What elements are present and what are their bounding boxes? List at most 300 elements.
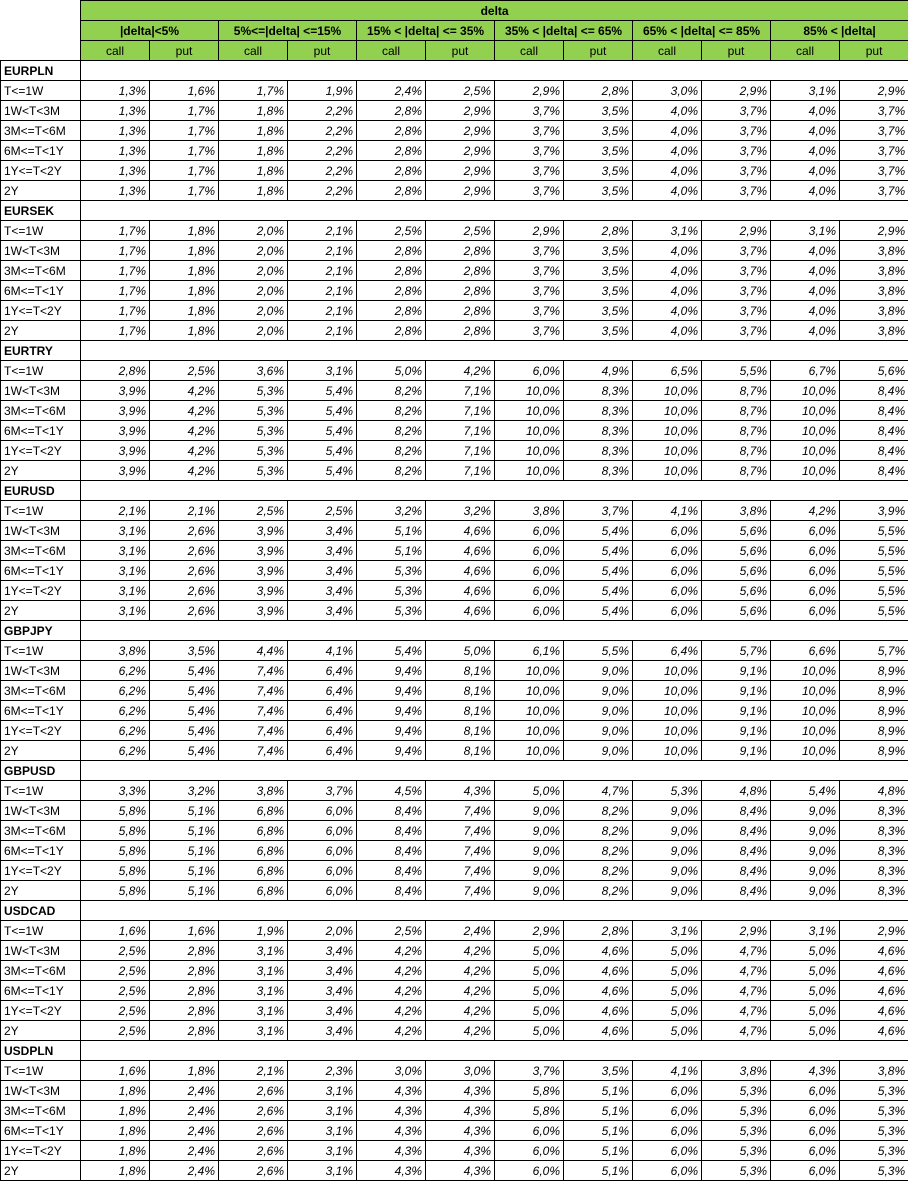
- call-value-cell: 5,0%: [495, 981, 564, 1001]
- put-value-cell: 2,2%: [288, 181, 357, 201]
- put-value-cell: 2,5%: [426, 81, 495, 101]
- put-value-cell: 4,3%: [426, 1161, 495, 1181]
- put-value-cell: 5,5%: [564, 641, 633, 661]
- section-spacer: [81, 761, 908, 781]
- put-value-cell: 3,8%: [702, 1061, 771, 1081]
- put-value-cell: 4,6%: [840, 1021, 908, 1041]
- call-value-cell: 2,0%: [219, 241, 288, 261]
- call-value-cell: 3,7%: [495, 161, 564, 181]
- call-value-cell: 1,3%: [81, 161, 150, 181]
- put-value-cell: 4,3%: [426, 1081, 495, 1101]
- call-value-cell: 2,9%: [495, 221, 564, 241]
- call-value-cell: 8,4%: [357, 841, 426, 861]
- call-value-cell: 6,8%: [219, 861, 288, 881]
- call-value-cell: 9,4%: [357, 681, 426, 701]
- tenor-label: 1Y<=T<2Y: [1, 861, 81, 881]
- call-value-cell: 6,0%: [633, 561, 702, 581]
- call-value-cell: 6,0%: [771, 581, 840, 601]
- tenor-label: 1W<T<3M: [1, 941, 81, 961]
- call-value-cell: 8,2%: [357, 461, 426, 481]
- put-value-cell: 4,6%: [840, 961, 908, 981]
- put-value-cell: 2,8%: [564, 81, 633, 101]
- call-value-cell: 6,8%: [219, 821, 288, 841]
- call-value-cell: 6,2%: [81, 721, 150, 741]
- call-value-cell: 4,2%: [357, 941, 426, 961]
- call-value-cell: 4,0%: [633, 281, 702, 301]
- call-value-cell: 5,8%: [81, 821, 150, 841]
- currency-pair-label: GBPUSD: [1, 761, 81, 781]
- put-value-cell: 4,8%: [702, 781, 771, 801]
- put-value-cell: 1,8%: [150, 321, 219, 341]
- put-value-cell: 3,5%: [564, 141, 633, 161]
- call-value-cell: 1,7%: [81, 321, 150, 341]
- put-value-cell: 2,4%: [426, 921, 495, 941]
- section-spacer: [81, 61, 908, 81]
- call-value-cell: 2,8%: [357, 121, 426, 141]
- table-row: [1, 941, 908, 961]
- call-value-cell: 10,0%: [771, 401, 840, 421]
- put-value-cell: 4,6%: [426, 581, 495, 601]
- call-value-cell: 9,4%: [357, 661, 426, 681]
- call-value-cell: 10,0%: [771, 701, 840, 721]
- call-value-cell: 6,0%: [771, 601, 840, 621]
- tenor-label: T<=1W: [1, 641, 81, 661]
- table-row: [1, 501, 908, 521]
- put-value-cell: 5,3%: [840, 1081, 908, 1101]
- put-value-cell: 7,4%: [426, 841, 495, 861]
- put-value-cell: 8,1%: [426, 661, 495, 681]
- call-value-cell: 10,0%: [771, 381, 840, 401]
- put-value-cell: 5,7%: [840, 641, 908, 661]
- call-value-cell: 2,6%: [219, 1101, 288, 1121]
- put-value-cell: 3,8%: [702, 501, 771, 521]
- section-spacer: [81, 901, 908, 921]
- call-value-cell: 6,6%: [771, 641, 840, 661]
- call-value-cell: 2,5%: [81, 1021, 150, 1041]
- put-value-cell: 4,6%: [426, 541, 495, 561]
- put-value-cell: 3,9%: [840, 501, 908, 521]
- corner-cell: [1, 1, 81, 61]
- call-value-cell: 2,0%: [219, 321, 288, 341]
- put-value-cell: 1,8%: [150, 241, 219, 261]
- put-value-cell: 8,4%: [702, 801, 771, 821]
- call-value-cell: 5,0%: [771, 981, 840, 1001]
- call-value-cell: 8,4%: [357, 801, 426, 821]
- table-row: [1, 1121, 908, 1141]
- section-header-row: [1, 341, 908, 361]
- put-value-cell: 2,9%: [426, 141, 495, 161]
- tenor-label: 6M<=T<1Y: [1, 141, 81, 161]
- put-value-cell: 2,8%: [150, 961, 219, 981]
- call-value-cell: 3,9%: [219, 521, 288, 541]
- table-row: [1, 801, 908, 821]
- tenor-label: T<=1W: [1, 1061, 81, 1081]
- table-row: [1, 681, 908, 701]
- put-value-cell: 1,7%: [150, 121, 219, 141]
- call-value-cell: 2,5%: [81, 1001, 150, 1021]
- put-value-cell: 5,4%: [150, 721, 219, 741]
- call-value-cell: 4,0%: [771, 281, 840, 301]
- put-value-cell: 3,7%: [840, 101, 908, 121]
- call-value-cell: 4,0%: [633, 301, 702, 321]
- put-value-cell: 4,6%: [426, 521, 495, 541]
- tenor-label: 3M<=T<6M: [1, 1101, 81, 1121]
- put-value-cell: 5,6%: [702, 581, 771, 601]
- put-value-cell: 5,6%: [702, 521, 771, 541]
- call-value-cell: 1,9%: [219, 921, 288, 941]
- call-value-cell: 5,0%: [495, 1001, 564, 1021]
- put-value-cell: 3,1%: [288, 1121, 357, 1141]
- put-value-cell: 9,1%: [702, 701, 771, 721]
- put-value-cell: 7,4%: [426, 881, 495, 901]
- put-value-cell: 4,6%: [840, 1001, 908, 1021]
- call-value-cell: 2,8%: [357, 161, 426, 181]
- call-value-cell: 5,0%: [771, 1001, 840, 1021]
- table-row: [1, 101, 908, 121]
- call-value-cell: 2,6%: [219, 1161, 288, 1181]
- call-value-cell: 8,4%: [357, 861, 426, 881]
- put-value-cell: 2,5%: [288, 501, 357, 521]
- table-row: [1, 541, 908, 561]
- put-header: put: [288, 41, 357, 61]
- put-value-cell: 2,4%: [150, 1161, 219, 1181]
- call-value-cell: 3,7%: [495, 301, 564, 321]
- put-value-cell: 3,1%: [288, 361, 357, 381]
- section-spacer: [81, 341, 908, 361]
- put-value-cell: 2,1%: [150, 501, 219, 521]
- call-value-cell: 3,9%: [81, 421, 150, 441]
- call-value-cell: 1,8%: [219, 141, 288, 161]
- call-value-cell: 9,4%: [357, 741, 426, 761]
- call-value-cell: 6,0%: [771, 1101, 840, 1121]
- call-value-cell: 6,0%: [495, 541, 564, 561]
- table-row: [1, 1141, 908, 1161]
- put-value-cell: 5,4%: [288, 401, 357, 421]
- call-value-cell: 3,9%: [81, 401, 150, 421]
- put-value-cell: 2,3%: [288, 1061, 357, 1081]
- call-value-cell: 4,3%: [357, 1121, 426, 1141]
- call-value-cell: 5,8%: [495, 1081, 564, 1101]
- currency-pair-label: EURTRY: [1, 341, 81, 361]
- call-value-cell: 6,0%: [633, 1141, 702, 1161]
- call-value-cell: 10,0%: [633, 741, 702, 761]
- table-row: [1, 701, 908, 721]
- table-row: [1, 981, 908, 1001]
- put-value-cell: 4,2%: [150, 421, 219, 441]
- put-value-cell: 2,9%: [840, 81, 908, 101]
- call-value-cell: 3,9%: [81, 461, 150, 481]
- call-value-cell: 10,0%: [633, 461, 702, 481]
- put-value-cell: 2,8%: [426, 241, 495, 261]
- put-header: put: [426, 41, 495, 61]
- put-value-cell: 2,4%: [150, 1081, 219, 1101]
- call-value-cell: 5,3%: [219, 401, 288, 421]
- put-value-cell: 3,5%: [564, 241, 633, 261]
- put-value-cell: 2,8%: [150, 941, 219, 961]
- table-row: [1, 721, 908, 741]
- put-value-cell: 6,4%: [288, 701, 357, 721]
- put-value-cell: 8,3%: [564, 461, 633, 481]
- call-value-cell: 6,2%: [81, 661, 150, 681]
- bucket-header: 15% < |delta| <= 35%: [357, 21, 495, 41]
- call-value-cell: 2,0%: [219, 281, 288, 301]
- tenor-label: 1Y<=T<2Y: [1, 721, 81, 741]
- call-value-cell: 4,3%: [357, 1141, 426, 1161]
- call-value-cell: 6,2%: [81, 741, 150, 761]
- put-value-cell: 3,5%: [564, 261, 633, 281]
- put-value-cell: 3,5%: [564, 181, 633, 201]
- tenor-label: 2Y: [1, 181, 81, 201]
- put-value-cell: 8,7%: [702, 381, 771, 401]
- put-value-cell: 2,9%: [426, 101, 495, 121]
- put-value-cell: 8,9%: [840, 661, 908, 681]
- put-value-cell: 8,4%: [840, 441, 908, 461]
- put-value-cell: 8,2%: [564, 841, 633, 861]
- put-value-cell: 4,6%: [564, 1021, 633, 1041]
- call-value-cell: 5,0%: [495, 961, 564, 981]
- call-value-cell: 6,0%: [633, 601, 702, 621]
- put-value-cell: 8,2%: [564, 861, 633, 881]
- tenor-label: 1W<T<3M: [1, 801, 81, 821]
- put-value-cell: 7,1%: [426, 401, 495, 421]
- tenor-label: 3M<=T<6M: [1, 681, 81, 701]
- put-header: put: [150, 41, 219, 61]
- put-value-cell: 3,7%: [702, 101, 771, 121]
- put-value-cell: 4,2%: [150, 461, 219, 481]
- put-value-cell: 2,4%: [150, 1141, 219, 1161]
- call-value-cell: 3,8%: [81, 641, 150, 661]
- call-value-cell: 9,0%: [633, 801, 702, 821]
- put-value-cell: 2,2%: [288, 121, 357, 141]
- put-value-cell: 5,1%: [564, 1081, 633, 1101]
- call-value-cell: 6,0%: [633, 521, 702, 541]
- call-value-cell: 3,1%: [81, 541, 150, 561]
- section-header-row: [1, 481, 908, 501]
- call-value-cell: 4,0%: [771, 301, 840, 321]
- put-value-cell: 2,8%: [564, 221, 633, 241]
- tenor-label: 3M<=T<6M: [1, 401, 81, 421]
- tenor-label: T<=1W: [1, 921, 81, 941]
- put-value-cell: 2,8%: [150, 981, 219, 1001]
- call-value-cell: 2,8%: [357, 241, 426, 261]
- call-value-cell: 5,4%: [771, 781, 840, 801]
- put-value-cell: 3,7%: [702, 241, 771, 261]
- call-value-cell: 1,7%: [81, 241, 150, 261]
- call-value-cell: 4,0%: [771, 181, 840, 201]
- put-value-cell: 9,0%: [564, 721, 633, 741]
- call-value-cell: 5,0%: [771, 1021, 840, 1041]
- put-value-cell: 8,7%: [702, 461, 771, 481]
- put-value-cell: 3,5%: [150, 641, 219, 661]
- put-value-cell: 5,4%: [150, 661, 219, 681]
- call-value-cell: 4,1%: [633, 501, 702, 521]
- call-value-cell: 9,0%: [633, 881, 702, 901]
- section-header-row: [1, 61, 908, 81]
- put-value-cell: 3,5%: [564, 121, 633, 141]
- tenor-label: 2Y: [1, 1161, 81, 1181]
- bucket-header: |delta|<5%: [81, 21, 219, 41]
- call-value-cell: 5,1%: [357, 521, 426, 541]
- put-value-cell: 5,3%: [702, 1081, 771, 1101]
- put-value-cell: 3,4%: [288, 541, 357, 561]
- table-row: [1, 121, 908, 141]
- call-value-cell: 2,9%: [495, 921, 564, 941]
- call-value-cell: 3,1%: [219, 981, 288, 1001]
- put-value-cell: 4,7%: [564, 781, 633, 801]
- call-value-cell: 3,8%: [495, 501, 564, 521]
- call-value-cell: 4,0%: [633, 181, 702, 201]
- put-value-cell: 3,4%: [288, 1001, 357, 1021]
- call-value-cell: 5,8%: [81, 801, 150, 821]
- put-value-cell: 3,7%: [702, 161, 771, 181]
- call-value-cell: 1,6%: [81, 921, 150, 941]
- put-value-cell: 4,2%: [426, 1001, 495, 1021]
- put-value-cell: 4,8%: [840, 781, 908, 801]
- call-value-cell: 7,4%: [219, 681, 288, 701]
- tenor-label: 1Y<=T<2Y: [1, 581, 81, 601]
- call-value-cell: 8,2%: [357, 381, 426, 401]
- put-value-cell: 4,2%: [426, 941, 495, 961]
- table-row: [1, 1061, 908, 1081]
- call-value-cell: 4,0%: [771, 101, 840, 121]
- put-value-cell: 3,4%: [288, 561, 357, 581]
- call-value-cell: 2,5%: [357, 921, 426, 941]
- put-value-cell: 7,4%: [426, 821, 495, 841]
- tenor-label: 1W<T<3M: [1, 521, 81, 541]
- call-value-cell: 3,1%: [81, 561, 150, 581]
- put-value-cell: 4,7%: [702, 1001, 771, 1021]
- put-value-cell: 6,0%: [288, 881, 357, 901]
- call-header: call: [357, 41, 426, 61]
- call-value-cell: 10,0%: [633, 421, 702, 441]
- put-value-cell: 8,1%: [426, 701, 495, 721]
- put-value-cell: 5,5%: [840, 601, 908, 621]
- currency-pair-label: USDPLN: [1, 1041, 81, 1061]
- bucket-header: 35% < |delta| <= 65%: [495, 21, 633, 41]
- call-value-cell: 3,1%: [219, 941, 288, 961]
- call-value-cell: 4,2%: [357, 1021, 426, 1041]
- put-value-cell: 4,6%: [564, 961, 633, 981]
- call-value-cell: 5,8%: [81, 881, 150, 901]
- put-value-cell: 3,7%: [840, 121, 908, 141]
- currency-pair-label: EURSEK: [1, 201, 81, 221]
- call-value-cell: 2,5%: [357, 221, 426, 241]
- call-value-cell: 2,5%: [81, 961, 150, 981]
- put-value-cell: 3,8%: [840, 321, 908, 341]
- call-value-cell: 9,0%: [495, 821, 564, 841]
- put-value-cell: 8,9%: [840, 681, 908, 701]
- call-value-cell: 3,1%: [81, 521, 150, 541]
- call-value-cell: 4,0%: [771, 161, 840, 181]
- put-value-cell: 3,4%: [288, 941, 357, 961]
- call-value-cell: 3,9%: [219, 581, 288, 601]
- put-value-cell: 8,4%: [702, 821, 771, 841]
- put-value-cell: 3,4%: [288, 581, 357, 601]
- call-value-cell: 5,0%: [633, 1001, 702, 1021]
- call-header: call: [219, 41, 288, 61]
- put-value-cell: 2,0%: [288, 921, 357, 941]
- put-value-cell: 9,1%: [702, 661, 771, 681]
- tenor-label: 6M<=T<1Y: [1, 981, 81, 1001]
- put-value-cell: 3,5%: [564, 301, 633, 321]
- put-value-cell: 5,6%: [702, 541, 771, 561]
- put-value-cell: 2,8%: [426, 321, 495, 341]
- call-value-cell: 3,1%: [81, 601, 150, 621]
- put-value-cell: 9,0%: [564, 661, 633, 681]
- put-value-cell: 6,4%: [288, 721, 357, 741]
- put-value-cell: 2,2%: [288, 101, 357, 121]
- call-value-cell: 5,0%: [357, 361, 426, 381]
- call-value-cell: 1,8%: [219, 181, 288, 201]
- tenor-label: 6M<=T<1Y: [1, 561, 81, 581]
- put-value-cell: 2,6%: [150, 561, 219, 581]
- call-value-cell: 5,0%: [771, 961, 840, 981]
- put-value-cell: 2,8%: [426, 301, 495, 321]
- put-value-cell: 9,0%: [564, 681, 633, 701]
- tenor-label: T<=1W: [1, 81, 81, 101]
- call-value-cell: 3,7%: [495, 121, 564, 141]
- put-value-cell: 3,1%: [288, 1161, 357, 1181]
- put-value-cell: 2,2%: [288, 161, 357, 181]
- put-value-cell: 5,5%: [840, 521, 908, 541]
- table-row: [1, 961, 908, 981]
- put-value-cell: 3,4%: [288, 1021, 357, 1041]
- section-header-row: [1, 901, 908, 921]
- call-value-cell: 10,0%: [495, 441, 564, 461]
- call-value-cell: 6,5%: [633, 361, 702, 381]
- call-value-cell: 1,7%: [81, 221, 150, 241]
- table-row: [1, 741, 908, 761]
- put-value-cell: 3,7%: [840, 141, 908, 161]
- put-value-cell: 5,4%: [288, 441, 357, 461]
- call-value-cell: 10,0%: [771, 421, 840, 441]
- tenor-label: 1W<T<3M: [1, 241, 81, 261]
- put-value-cell: 3,4%: [288, 981, 357, 1001]
- call-value-cell: 4,0%: [771, 261, 840, 281]
- call-value-cell: 4,0%: [633, 101, 702, 121]
- put-value-cell: 5,3%: [702, 1141, 771, 1161]
- put-value-cell: 6,0%: [288, 801, 357, 821]
- call-value-cell: 9,0%: [771, 841, 840, 861]
- table-row: [1, 601, 908, 621]
- put-value-cell: 2,1%: [288, 321, 357, 341]
- put-value-cell: 2,6%: [150, 541, 219, 561]
- put-value-cell: 3,7%: [702, 141, 771, 161]
- put-value-cell: 3,7%: [702, 321, 771, 341]
- bucket-header: 85% < |delta|: [771, 21, 908, 41]
- put-value-cell: 7,1%: [426, 421, 495, 441]
- put-value-cell: 4,3%: [426, 1121, 495, 1141]
- table-row: [1, 181, 908, 201]
- put-value-cell: 9,1%: [702, 681, 771, 701]
- put-value-cell: 5,3%: [840, 1141, 908, 1161]
- put-value-cell: 2,4%: [150, 1121, 219, 1141]
- call-value-cell: 3,7%: [495, 321, 564, 341]
- tenor-label: 1Y<=T<2Y: [1, 441, 81, 461]
- put-value-cell: 2,6%: [150, 581, 219, 601]
- section-spacer: [81, 201, 908, 221]
- put-value-cell: 5,4%: [288, 421, 357, 441]
- put-value-cell: 5,5%: [702, 361, 771, 381]
- call-value-cell: 4,0%: [633, 121, 702, 141]
- table-row: [1, 781, 908, 801]
- put-value-cell: 4,3%: [426, 1141, 495, 1161]
- put-value-cell: 5,4%: [564, 541, 633, 561]
- tenor-label: 3M<=T<6M: [1, 821, 81, 841]
- call-value-cell: 6,8%: [219, 801, 288, 821]
- table-row: [1, 1101, 908, 1121]
- call-value-cell: 1,3%: [81, 181, 150, 201]
